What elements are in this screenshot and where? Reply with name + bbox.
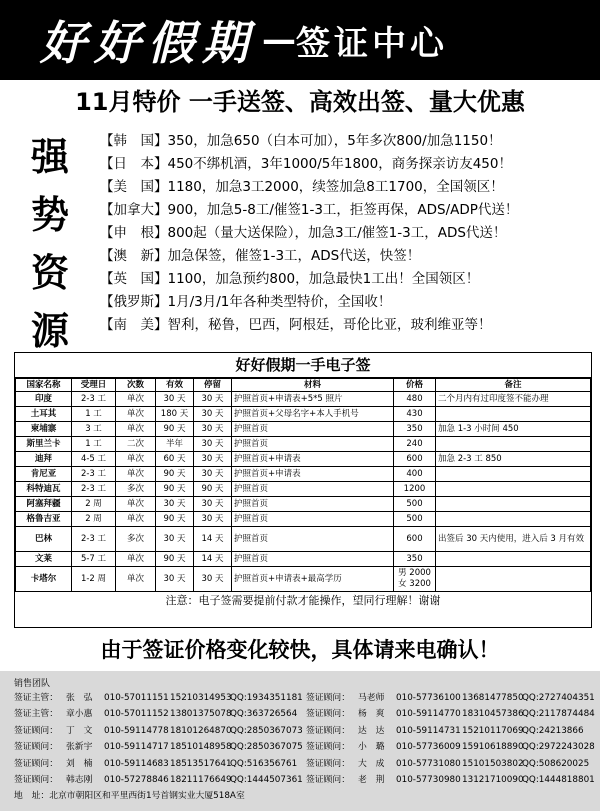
strong-resources-label xyxy=(18,128,82,360)
center-name: 签证中心 xyxy=(296,23,448,64)
contact-qq: QQ:2117874484 xyxy=(522,709,595,720)
country-cell: 阿塞拜疆 xyxy=(16,497,72,512)
header-dash: — xyxy=(262,20,296,60)
country-label: 【申 根】 xyxy=(100,225,168,241)
table-row xyxy=(16,567,591,592)
contact-row xyxy=(14,723,303,739)
column-header: 国家名称 xyxy=(16,379,72,392)
column-header: 有效 xyxy=(156,379,194,392)
table-row xyxy=(16,437,591,452)
contact-phone: 010-57736100 xyxy=(396,693,461,703)
contact-row xyxy=(306,690,595,706)
remarks-cell xyxy=(436,567,591,592)
contact-mobile: 15210314953 xyxy=(170,693,232,703)
validity-cell: 90 天 xyxy=(156,552,194,567)
validity-cell: 90 天 xyxy=(156,482,194,497)
entries-cell: 单次 xyxy=(116,567,156,592)
contact-role: 签证顾问： xyxy=(306,774,350,785)
contact-row xyxy=(14,706,303,722)
validity-cell: 30 天 xyxy=(156,527,194,552)
visa-row-japan xyxy=(100,153,600,176)
contact-qq: QQ:24213866 xyxy=(522,725,584,736)
contact-row xyxy=(14,690,303,706)
contact-role: 签证主管： xyxy=(14,693,58,703)
country-cell: 巴林 xyxy=(16,527,72,552)
contact-phone: 010-57011152 xyxy=(104,709,169,720)
documents-cell: 护照首页+申请表 xyxy=(232,452,394,467)
documents-cell: 护照首页+申请表 xyxy=(232,467,394,482)
table-row xyxy=(16,527,591,552)
country-cell: 卡塔尔 xyxy=(16,567,72,592)
sales-column-right xyxy=(306,690,595,788)
table-header-row xyxy=(16,379,591,392)
country-cell: 科特迪瓦 xyxy=(16,482,72,497)
stay-cell: 30 天 xyxy=(194,452,232,467)
table-row xyxy=(16,452,591,467)
visa-detail: 加急保签，催签1-3工，ADS代送，快签！ xyxy=(167,248,421,264)
contact-qq: QQ:1444818801 xyxy=(522,774,595,785)
contact-phone: 010-59114717 xyxy=(104,742,169,753)
price-cell: 430 xyxy=(394,407,436,422)
strong-char: 势 xyxy=(30,192,69,237)
price-cell: 480 xyxy=(394,392,436,407)
contact-mobile: 13121710090 xyxy=(462,774,524,785)
contact-qq: QQ:363726564 xyxy=(230,709,298,720)
stay-cell: 30 天 xyxy=(194,497,232,512)
address-text: 北京市朝阳区和平里西街1号首钢实业大厦518A室 xyxy=(49,791,245,801)
visa-row-schengen xyxy=(100,222,600,245)
contact-row xyxy=(14,772,303,788)
contact-phone: 010-57011151 xyxy=(104,693,169,703)
contact-phone: 010-59114731 xyxy=(396,725,461,736)
contact-role: 签证顾问： xyxy=(306,725,350,736)
table-row xyxy=(16,422,591,437)
remarks-cell xyxy=(436,467,591,482)
contact-name: 小 璐 xyxy=(358,742,385,753)
country-cell: 斯里兰卡 xyxy=(16,437,72,452)
country-label: 【日 本】 xyxy=(100,156,168,172)
remarks-cell xyxy=(436,552,591,567)
contact-qq: QQ:516356761 xyxy=(230,758,298,769)
contact-row xyxy=(306,756,595,772)
contact-phone: 010-57731080 xyxy=(396,758,461,769)
contact-qq: QQ:2727404351 xyxy=(522,693,595,703)
column-header: 受理日 xyxy=(72,379,116,392)
column-header: 备注 xyxy=(436,379,591,392)
contact-name: 丁 文 xyxy=(66,725,93,736)
contact-mobile: 18101264870 xyxy=(170,725,232,736)
stay-cell: 14 天 xyxy=(194,552,232,567)
country-label: 【加拿大】 xyxy=(100,202,168,218)
column-header: 材料 xyxy=(232,379,394,392)
price-cell: 1200 xyxy=(394,482,436,497)
visa-row-uk xyxy=(100,268,600,291)
brand-name: 好好假期 xyxy=(40,16,256,70)
header-banner xyxy=(0,0,600,80)
contact-name: 大 成 xyxy=(358,758,385,769)
contact-role: 签证顾问： xyxy=(14,758,58,769)
sales-team-section xyxy=(0,671,600,811)
contact-qq: QQ:2972243028 xyxy=(522,742,595,753)
column-header: 价格 xyxy=(394,379,436,392)
visa-detail: 450不绑机酒，3年1000/5年1800，商务探亲访友450！ xyxy=(167,156,512,172)
validity-cell: 30 天 xyxy=(156,567,194,592)
documents-cell: 护照首页 xyxy=(232,527,394,552)
entries-cell: 单次 xyxy=(116,422,156,437)
contact-row xyxy=(306,739,595,755)
contact-phone: 010-59114778 xyxy=(104,725,169,736)
validity-cell: 60 天 xyxy=(156,452,194,467)
country-label: 【英 国】 xyxy=(100,271,168,287)
column-header: 次数 xyxy=(116,379,156,392)
address-line xyxy=(14,788,245,804)
table-row xyxy=(16,407,591,422)
validity-cell: 90 天 xyxy=(156,467,194,482)
country-cell: 柬埔寨 xyxy=(16,422,72,437)
price-cell: 400 xyxy=(394,467,436,482)
contact-mobile: 18310457386 xyxy=(462,709,524,720)
contact-row xyxy=(14,739,303,755)
contact-name: 老 荆 xyxy=(358,774,385,785)
visa-row-usa xyxy=(100,176,600,199)
contact-phone: 010-59114683 xyxy=(104,758,169,769)
processing-time-cell: 2 周 xyxy=(72,497,116,512)
visa-detail: 900，加急5-8工/催签1-3工，拒签再保，ADS/ADP代送！ xyxy=(167,202,519,218)
contact-name: 张新宇 xyxy=(66,742,93,753)
processing-time-cell: 2-3 工 xyxy=(72,392,116,407)
esign-table-title: 好好假期一手电子签 xyxy=(15,353,591,378)
entries-cell: 多次 xyxy=(116,527,156,552)
sales-team-title: 销售团队 xyxy=(14,679,51,689)
processing-time-cell: 2-3 工 xyxy=(72,482,116,497)
esign-table-section xyxy=(14,352,592,628)
entries-cell: 二次 xyxy=(116,437,156,452)
documents-cell: 护照首页 xyxy=(232,512,394,527)
contact-qq: QQ:2850367075 xyxy=(230,742,303,753)
processing-time-cell: 3 工 xyxy=(72,422,116,437)
price-cell: 600 xyxy=(394,452,436,467)
contact-phone: 010-57278846 xyxy=(104,774,169,785)
visa-row-canada xyxy=(100,199,600,222)
contact-phone: 010-59114770 xyxy=(396,709,461,720)
validity-cell: 90 天 xyxy=(156,512,194,527)
stay-cell: 90 天 xyxy=(194,482,232,497)
contact-name: 章小惠 xyxy=(66,709,93,720)
sales-column-left xyxy=(14,690,303,788)
visa-row-aus-nz xyxy=(100,245,600,268)
entries-cell: 单次 xyxy=(116,497,156,512)
price-cell: 350 xyxy=(394,422,436,437)
contact-role: 签证顾问： xyxy=(306,758,350,769)
country-label: 【俄罗斯】 xyxy=(100,294,168,310)
processing-time-cell: 2 周 xyxy=(72,512,116,527)
entries-cell: 单次 xyxy=(116,467,156,482)
contact-phone: 010-57736009 xyxy=(396,742,461,753)
country-label: 【澳 新】 xyxy=(100,248,168,264)
promo-headline: 11月特价 一手送签、高效出签、量大优惠 xyxy=(75,88,525,116)
strong-char: 资 xyxy=(30,250,69,295)
entries-cell: 单次 xyxy=(116,392,156,407)
contact-name: 刘 楠 xyxy=(66,758,93,769)
contact-mobile: 13681477850 xyxy=(462,693,524,703)
contact-name: 韩志刚 xyxy=(66,774,93,785)
table-row xyxy=(16,497,591,512)
address-label: 地 址： xyxy=(14,791,50,801)
contact-role: 签证顾问： xyxy=(14,774,58,785)
contact-qq: QQ:1934351181 xyxy=(230,693,303,703)
validity-cell: 30 天 xyxy=(156,392,194,407)
documents-cell: 护照首页 xyxy=(232,552,394,567)
remarks-cell xyxy=(436,497,591,512)
processing-time-cell: 1 工 xyxy=(72,437,116,452)
table-row xyxy=(16,467,591,482)
entries-cell: 单次 xyxy=(116,512,156,527)
table-row xyxy=(16,482,591,497)
country-cell: 印度 xyxy=(16,392,72,407)
contact-name: 达 达 xyxy=(358,725,385,736)
documents-cell: 护照首页 xyxy=(232,497,394,512)
remarks-cell xyxy=(436,437,591,452)
contact-mobile: 15101503802 xyxy=(462,758,524,769)
contact-role: 签证顾问： xyxy=(306,709,350,720)
visa-detail: 智利，秘鲁，巴西，阿根廷，哥伦比亚，玻利维亚等！ xyxy=(167,317,492,333)
visa-price-list xyxy=(100,130,600,337)
contact-mobile: 15910618890 xyxy=(462,742,524,753)
remarks-cell: 加急 2-3 工 850 xyxy=(436,452,591,467)
country-cell: 文莱 xyxy=(16,552,72,567)
contact-role: 签证顾问： xyxy=(14,742,58,753)
contact-mobile: 18510148958 xyxy=(170,742,232,753)
contact-mobile: 18513517641 xyxy=(170,758,232,769)
price-cell: 600 xyxy=(394,527,436,552)
contact-mobile: 13801375078 xyxy=(170,709,232,720)
entries-cell: 单次 xyxy=(116,452,156,467)
country-label: 【韩 国】 xyxy=(100,133,168,149)
entries-cell: 单次 xyxy=(116,407,156,422)
contact-role: 签证顾问： xyxy=(306,693,350,703)
contact-name: 杨 爽 xyxy=(358,709,385,720)
visa-row-korea xyxy=(100,130,600,153)
contact-name: 马老师 xyxy=(358,693,385,703)
contact-role: 签证顾问： xyxy=(306,742,350,753)
entries-cell: 单次 xyxy=(116,552,156,567)
country-cell: 肯尼亚 xyxy=(16,467,72,482)
esign-note: 注意：电子签需要提前付款才能操作，望同行理解！谢谢 xyxy=(165,594,441,607)
country-cell: 土耳其 xyxy=(16,407,72,422)
validity-cell: 半年 xyxy=(156,437,194,452)
validity-cell: 90 天 xyxy=(156,422,194,437)
country-label: 【南 美】 xyxy=(100,317,168,333)
table-row xyxy=(16,512,591,527)
contact-phone: 010-57730980 xyxy=(396,774,461,785)
validity-cell: 30 天 xyxy=(156,497,194,512)
processing-time-cell: 1-2 周 xyxy=(72,567,116,592)
column-header: 停留 xyxy=(194,379,232,392)
stay-cell: 30 天 xyxy=(194,422,232,437)
visa-detail: 800起（量大送保险），加急3工/催签1-3工，ADS代送！ xyxy=(167,225,507,241)
contact-role: 签证顾问： xyxy=(14,725,58,736)
contact-row xyxy=(306,772,595,788)
processing-time-cell: 4-5 工 xyxy=(72,452,116,467)
table-row xyxy=(16,392,591,407)
price-cell: 500 xyxy=(394,497,436,512)
price-cell: 240 xyxy=(394,437,436,452)
documents-cell: 护照首页+申请表+最高学历 xyxy=(232,567,394,592)
remarks-cell: 加急 1-3 小时间 450 xyxy=(436,422,591,437)
stay-cell: 30 天 xyxy=(194,407,232,422)
visa-detail: 1100，加急预约800，加急最快1工出！全国领区！ xyxy=(167,271,480,287)
remarks-cell: 出签后 30 天内使用，进入后 3 月有效 xyxy=(436,527,591,552)
contact-mobile: 15210117069 xyxy=(462,725,524,736)
contact-row xyxy=(306,723,595,739)
remarks-cell xyxy=(436,407,591,422)
strong-char: 强 xyxy=(30,134,69,179)
stay-cell: 30 天 xyxy=(194,437,232,452)
price-cell: 500 xyxy=(394,512,436,527)
country-cell: 格鲁吉亚 xyxy=(16,512,72,527)
stay-cell: 30 天 xyxy=(194,512,232,527)
entries-cell: 多次 xyxy=(116,482,156,497)
price-confirm-notice: 由于签证价格变化较快，具体请来电确认！ xyxy=(100,638,500,662)
price-cell: 350 xyxy=(394,552,436,567)
validity-cell: 180 天 xyxy=(156,407,194,422)
table-row xyxy=(16,552,591,567)
strong-char: 源 xyxy=(30,308,69,353)
contact-name: 张 弘 xyxy=(66,693,93,703)
contact-row xyxy=(306,706,595,722)
visa-detail: 350，加急650（白本可加），5年多次800/加急1150！ xyxy=(167,133,502,149)
stay-cell: 30 天 xyxy=(194,467,232,482)
remarks-cell xyxy=(436,482,591,497)
visa-detail: 1180，加急3工2000，续签加急8工1700，全国领区！ xyxy=(167,179,504,195)
visa-row-russia xyxy=(100,291,600,314)
visa-detail: 1月/3月/1年各种类型特价，全国收！ xyxy=(167,294,392,310)
processing-time-cell: 5-7 工 xyxy=(72,552,116,567)
contact-qq: QQ:1444507361 xyxy=(230,774,303,785)
country-label: 【美 国】 xyxy=(100,179,168,195)
contact-row xyxy=(14,756,303,772)
documents-cell: 护照首页 xyxy=(232,422,394,437)
documents-cell: 护照首页 xyxy=(232,482,394,497)
documents-cell: 护照首页+父母名字+本人手机号 xyxy=(232,407,394,422)
contact-role: 签证主管： xyxy=(14,709,58,720)
remarks-cell: 二个月内有过印度签不能办理 xyxy=(436,392,591,407)
stay-cell: 30 天 xyxy=(194,392,232,407)
contact-qq: QQ:2850367073 xyxy=(230,725,303,736)
visa-row-south-america xyxy=(100,314,600,337)
documents-cell: 护照首页+申请表+5*5 照片 xyxy=(232,392,394,407)
contact-qq: QQ:508620025 xyxy=(522,758,590,769)
country-cell: 迪拜 xyxy=(16,452,72,467)
processing-time-cell: 2-3 工 xyxy=(72,527,116,552)
stay-cell: 14 天 xyxy=(194,527,232,552)
stay-cell: 30 天 xyxy=(194,567,232,592)
processing-time-cell: 1 工 xyxy=(72,407,116,422)
contact-mobile: 18211176649 xyxy=(170,774,232,785)
remarks-cell xyxy=(436,512,591,527)
price-cell: 男 2000 女 3200 xyxy=(394,567,436,592)
processing-time-cell: 2-3 工 xyxy=(72,467,116,482)
esign-table xyxy=(15,378,591,592)
documents-cell: 护照首页 xyxy=(232,437,394,452)
